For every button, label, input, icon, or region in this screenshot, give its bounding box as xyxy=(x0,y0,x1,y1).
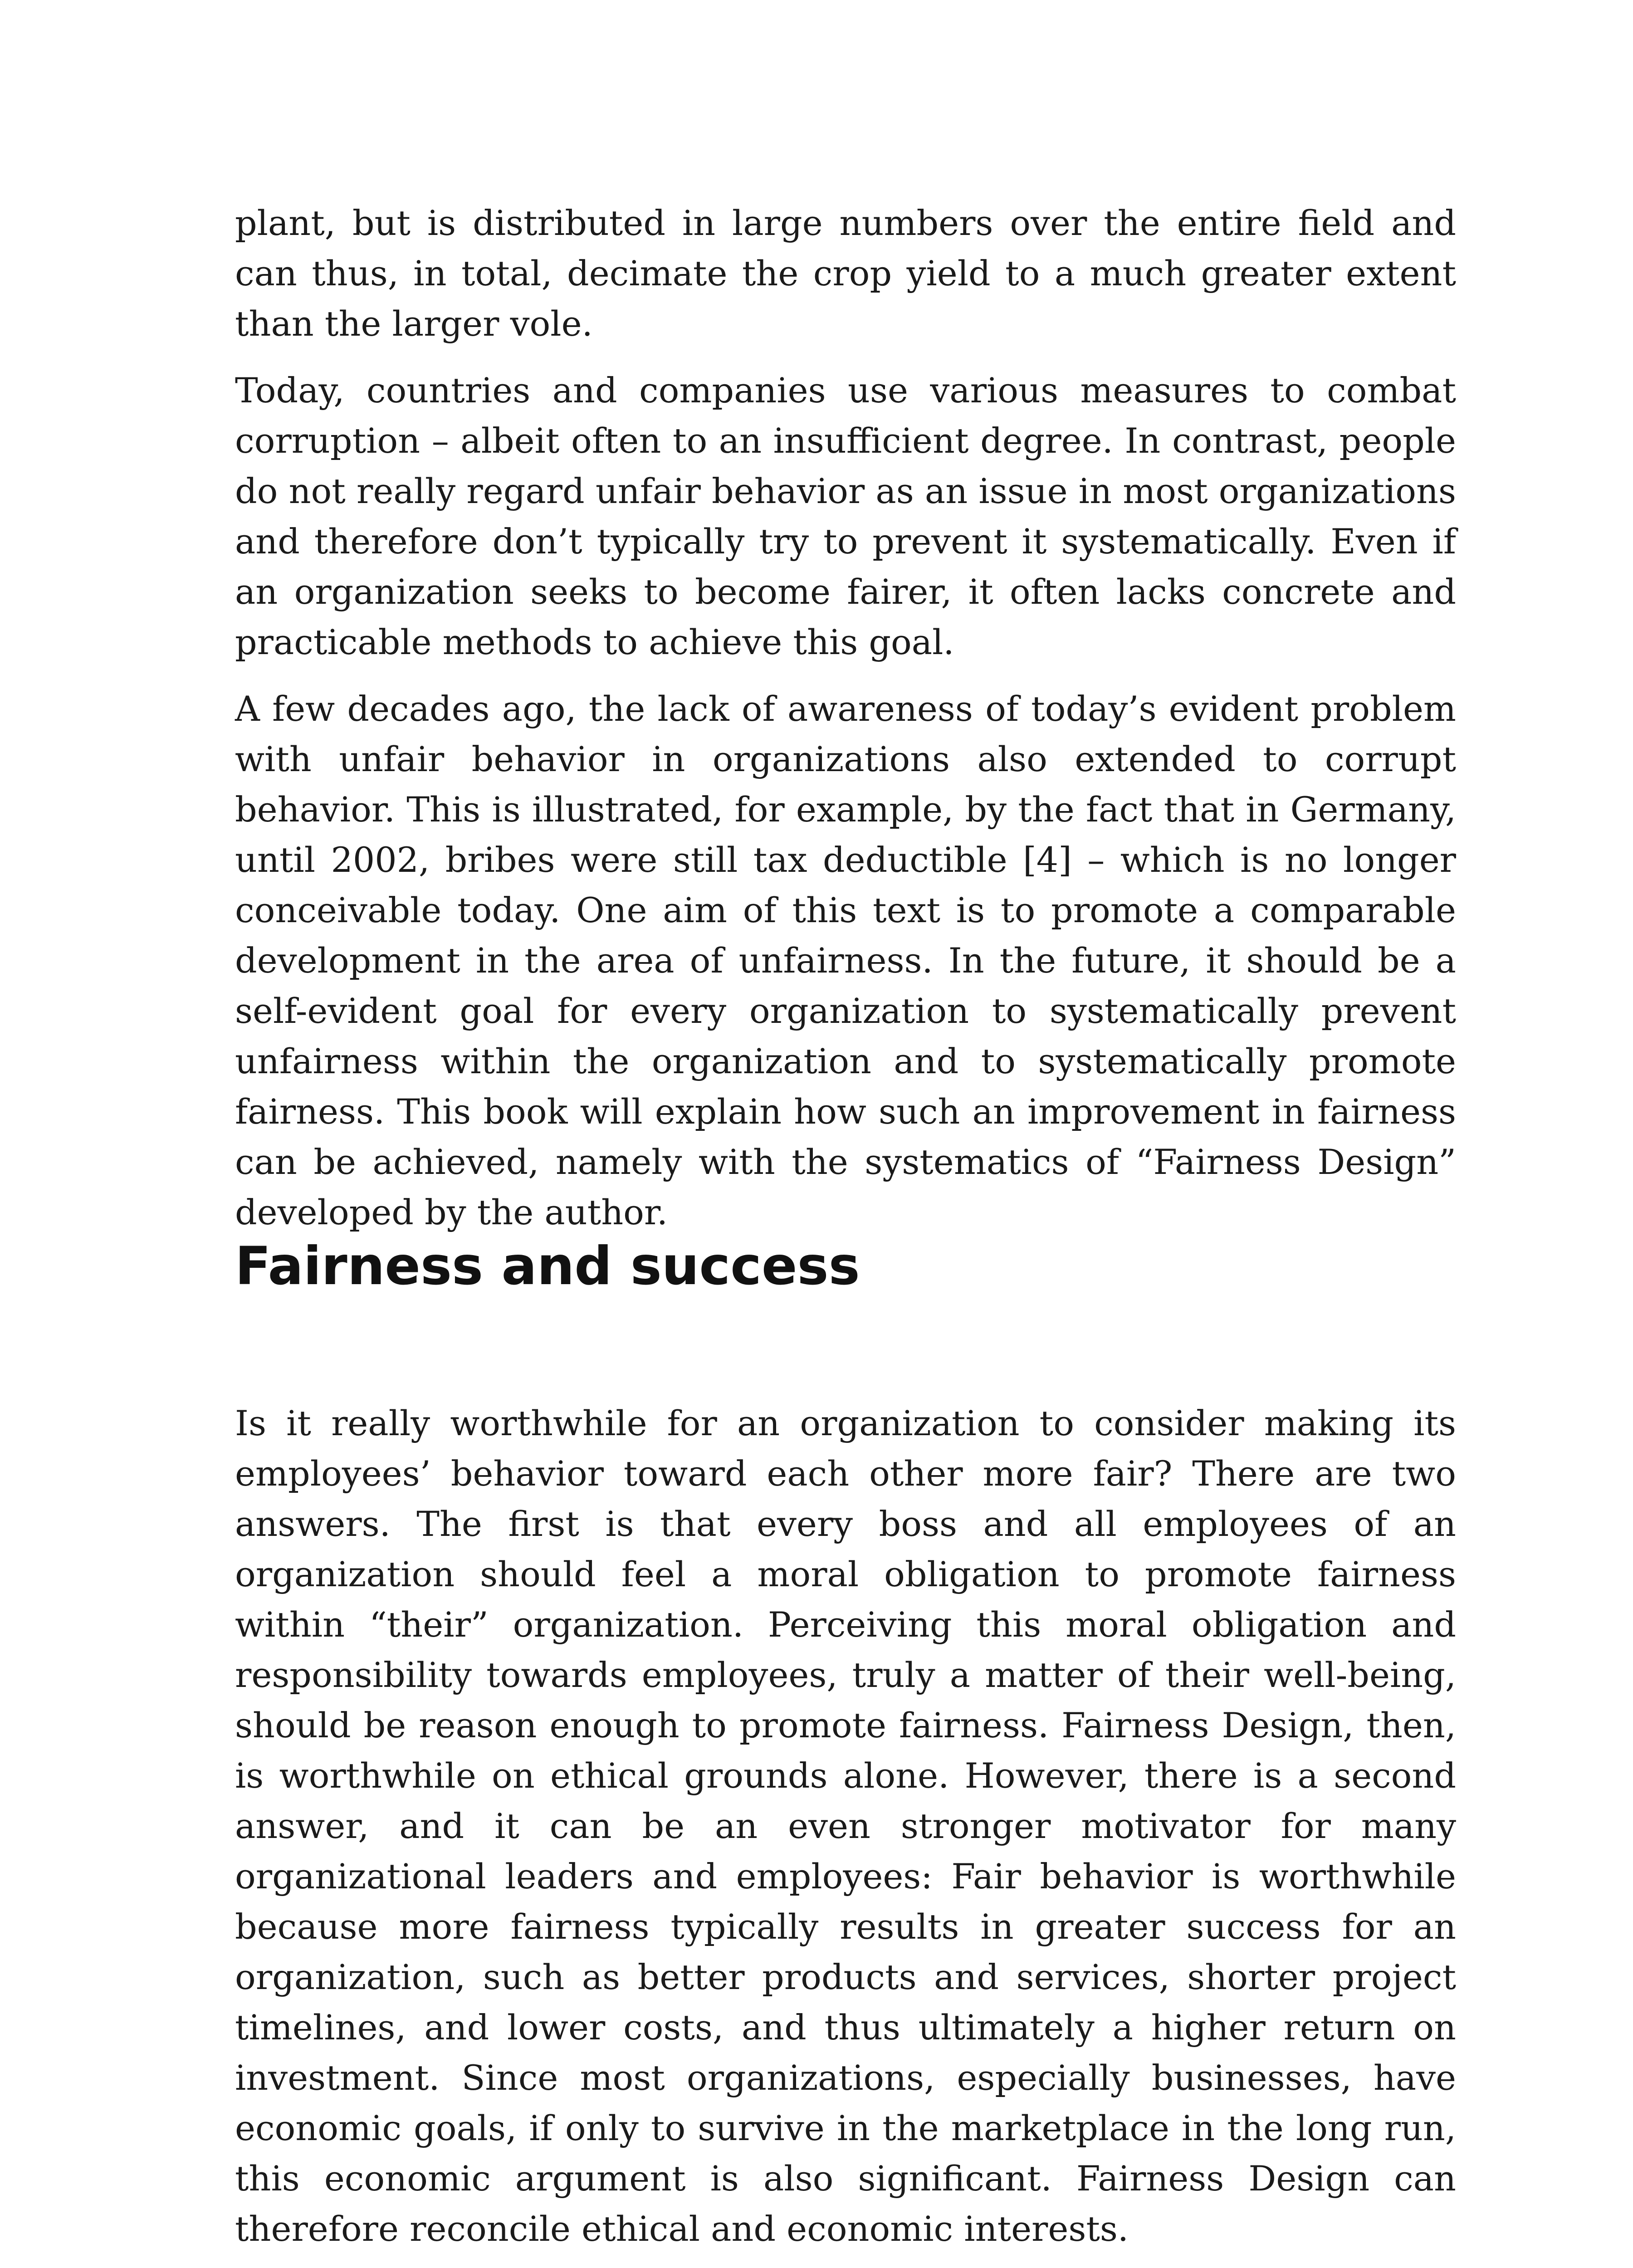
body-text-section xyxy=(235,1398,1456,2268)
paragraph-corruption-measures: Today, countries and companies use various measures to combat corruption – albeit often to an insufficient degree. In contrast, people do not really regard unfair behavior as an issue in most organizations and therefore don’t typically try to prevent it systematically. Even if an organization seeks to become fairer, it often lacks concrete and practicable methods to achieve this goal. xyxy=(235,370,1456,662)
section-heading: Fairness and success xyxy=(235,1236,860,1297)
paragraph-vole-continuation: plant, but is distributed in large numbers over the entire field and can thus, in total, decimate the crop yield to a much greater extent than the larger vole. xyxy=(235,203,1456,344)
paragraph-fairness-success: Is it really worthwhile for an organization to consider making its employees’ behavior toward each other more fair? There are two answers. The first is that every boss and all employees of an organization should feel a moral obligation to promote fairness within “their” organization. Perceiving this moral obligation and responsibility towards employees, truly a matter of their well-being, should be reason enough to promote fairness. Fairness Design, then, is worthwhile on ethical grounds alone. However, there is a second answer, and it can be an even stronger motivator for many organizational leaders and employees: Fair behavior is worthwhile because more fairness typically results in greater success for an organization, such as better products and services, shorter project timelines, and lower costs, and thus ultimately a higher return on investment. Since most organizations, especially businesses, have economic goals, if only to survive in the marketplace in the long run, this economic argument is also significant. Fairness Design can therefore reconcile ethical and economic interests. xyxy=(235,1403,1456,2249)
paragraph-decades-ago: A few decades ago, the lack of awareness of today’s evident problem with unfair behavior in organizations also extended to corrupt behavior. This is illustrated, for example, by the fact that in Germany, until 2002, bribes were still tax deductible [4] – which is no longer conceivable today. One aim of this text is to promote a comparable development in the area of unfairness. In the future, it should be a self-evident goal for every organization to systematically prevent unfairness within the organization and to systematically promote fairness. This book will explain how such an improvement in fairness can be achieved, namely with the systematics of “Fairness Design” developed by the author. xyxy=(235,689,1456,1232)
body-text-top xyxy=(235,198,1456,1254)
